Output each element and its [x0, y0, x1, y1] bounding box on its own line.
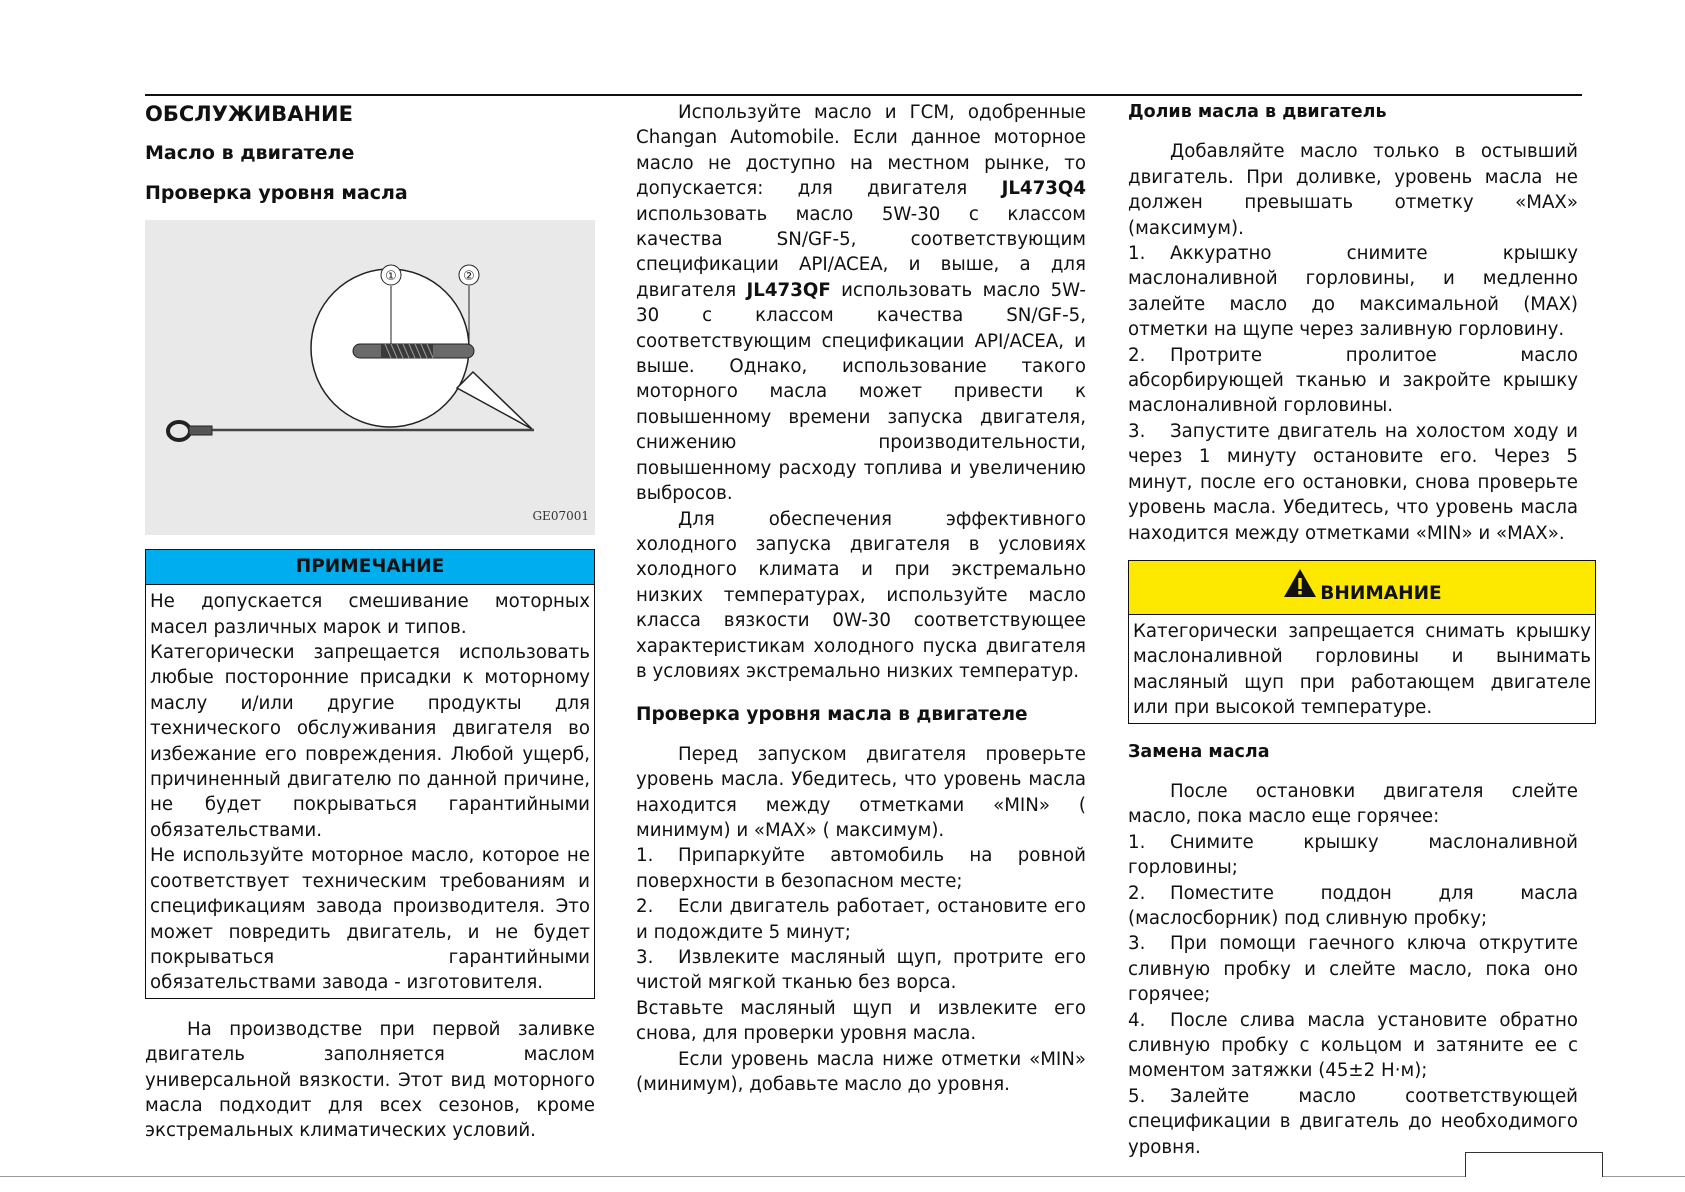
bottom-rule	[0, 1176, 1685, 1177]
list-item: 5. Залейте масло соответствующей спецификации в двигатель до необходимого уровня.	[1128, 1085, 1578, 1158]
list-item: 3. Извлеките масляный щуп, протрите его чистой мягкой тканью без ворса.	[636, 947, 1086, 994]
engine-code-1: JL473Q4	[1001, 178, 1086, 200]
note-body	[146, 585, 594, 998]
list-item: 3. При помощи гаечного ключа открутите сливную пробку и слейте масло, пока оно горячее;	[1128, 933, 1578, 1006]
text-run: использовать масло 5W-30 с классом качества SN/GF-5, соответствующим спецификации API/ACEA, и выше, а для двигателя	[636, 203, 1086, 301]
note-paragraph: Не допускается смешивание моторных масел различных марок и типов.	[150, 591, 590, 638]
list-item: 4. После слива масла установите обратно сливную пробку с кольцом и затяните ее с моментом затяжки (45±2 Н·м);	[1128, 1009, 1578, 1082]
dipstick-figure	[145, 220, 595, 535]
list-item: 2. Поместите поддон для масла (маслосборник) под сливную пробку;	[1128, 882, 1578, 929]
warning-paragraph: Категорически запрещается снимать крышку маслоналивной горловины и вынимать масляный щуп при работающем двигателе или при высокой температуре.	[1133, 620, 1591, 719]
column-1	[145, 100, 595, 1144]
section-heading-oil-change: Замена масла	[1128, 741, 1270, 762]
warning-body	[1129, 615, 1595, 723]
list-item: 3. Запустите двигатель на холостом ходу и через 1 минуту остановите его. Через 5 минут, после его остановки, снова проверьте уровень масла. Убедитесь, что уровень масла находится между отметками «MIN» и «MAX».	[1128, 420, 1578, 544]
warning-triangle-icon	[1282, 567, 1318, 599]
subsection-title: Проверка уровня масла	[145, 181, 408, 204]
paragraph-reinsert: Вставьте масляный щуп и извлеките его снова, для проверки уровня масла.	[636, 997, 1086, 1045]
warning-box	[1128, 560, 1596, 724]
section-heading-check-level: Проверка уровня масла в двигателе	[636, 704, 1028, 726]
list-item: 2. Если двигатель работает, остановите его и подождите 5 минут;	[636, 896, 1086, 943]
text-run: Используйте масло и ГСМ, одобренные Changan Automobile. Если данное моторное масло не доступно на местном рынке, то допускается: для двигателя	[636, 102, 1086, 200]
warning-heading-text: ВНИМАНИЕ	[1320, 582, 1442, 604]
section-title: Масло в двигателе	[145, 142, 355, 165]
top-rule	[145, 94, 1582, 96]
paragraph-cold-start: Для обеспечения эффективного холодного запуска двигателя в условиях холодного климата и при экстремально низких температурах, используйте масло класса вязкости 0W-30 соответствующее характеристикам холодного пуска двигателя в условиях экстремально низких температур.	[636, 508, 1086, 682]
paragraph-check-before-start: Перед запуском двигателя проверьте уровень масла. Убедитесь, что уровень масла находится между отметками «MIN» ( минимум) и «MAX» ( максимум).	[636, 743, 1086, 841]
callout-2: ②	[463, 269, 475, 285]
page-title: ОБСЛУЖИВАНИЕ	[145, 102, 353, 126]
engine-code-2: JL473QF	[746, 279, 831, 301]
paragraph-drain: После остановки двигателя слейте масло, пока масло еще горячее:	[1128, 780, 1578, 828]
figure-code: GE07001	[532, 508, 589, 523]
column-3	[1128, 100, 1591, 1160]
page-number-tab	[1465, 1152, 1603, 1177]
paragraph-below-min: Если уровень масла ниже отметки «MIN» (минимум), добавьте масло до уровня.	[636, 1048, 1086, 1096]
paragraph-factory-oil: На производстве при первой заливке двигатель заполняется маслом универсальной вязкости. Этот вид моторного масла подходит для всех сезонов, кроме экстремальных климатических условий.	[145, 1018, 595, 1142]
note-box	[145, 549, 595, 999]
note-heading: ПРИМЕЧАНИЕ	[146, 550, 594, 585]
callout-1: ①	[385, 269, 397, 285]
warning-heading	[1129, 561, 1595, 615]
paragraph-oil-approval	[636, 100, 1086, 507]
list-item: 1. Аккуратно снимите крышку маслоналивной горловины, и медленно залейте масло до максимальной (MAX) отметки на щупе через заливную горловину.	[1128, 243, 1578, 341]
list-item: 2. Протрите пролитое масло абсорбирующей тканью и закройте крышку маслоналивной горловины.	[1128, 344, 1578, 417]
text-run: использовать масло 5W-30 с классом качества SN/GF-5, соответствующим спецификации API/ACEA, и выше. Однако, использование такого моторного масла может привести к повышенному времени запуска двигателя, снижению производительности, повышенному расходу топлива и увеличению выбросов.	[636, 279, 1086, 505]
section-heading-topup: Долив масла в двигатель	[1128, 102, 1387, 122]
paragraph-topup: Добавляйте масло только в остывший двигатель. При доливке, уровень масла не должен превышать отметку «MAX» (максимум).	[1128, 141, 1578, 239]
column-2	[636, 100, 1086, 1097]
list-item: 1. Припаркуйте автомобиль на ровной поверхности в безопасном месте;	[636, 845, 1086, 892]
list-item: 1. Снимите крышку маслоналивной горловины;	[1128, 831, 1578, 879]
dipstick-illustration	[145, 220, 595, 535]
note-paragraph: Категорически запрещается использовать любые посторонние присадки к моторному маслу и/или другие продукты для технического обслуживания двигателя во избежание его повреждения. Любой ущерб, причиненный двигателю по данной причине, не будет покрываться гарантийными обязательствами.	[150, 642, 590, 841]
note-paragraph: Не используйте моторное масло, которое не соответствует техническим требованиям и спецификациям завода производителя. Это может повредить двигатель, и не будет покрываться гарантийными обязательствами завода - изготовителя.	[150, 845, 590, 994]
